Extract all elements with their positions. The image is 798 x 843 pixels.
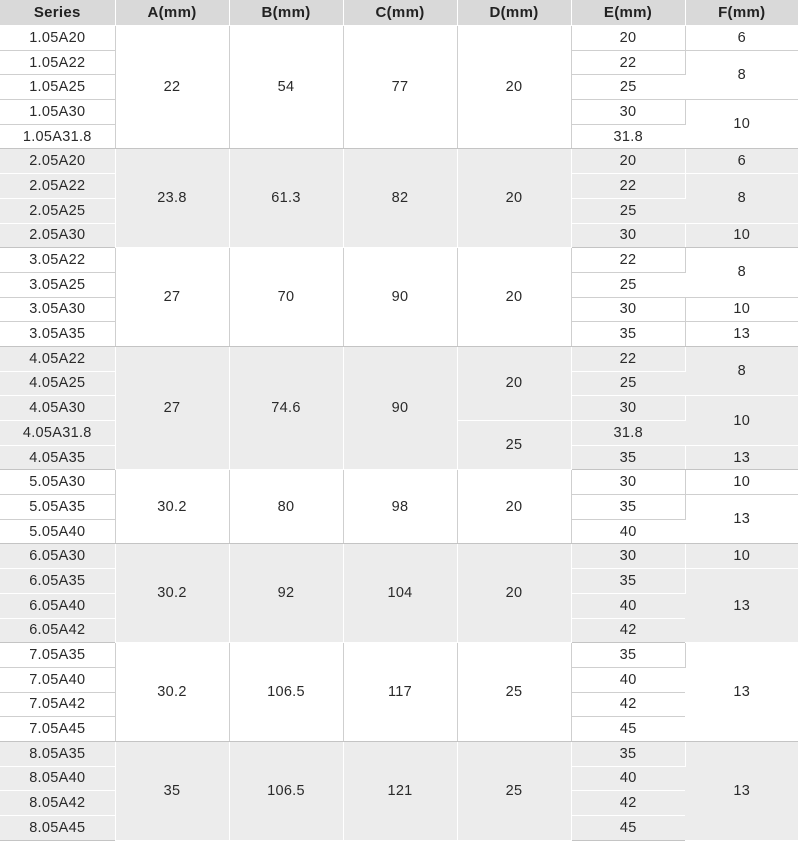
f-cell: 13 [685, 445, 798, 470]
f-cell: 10 [685, 396, 798, 445]
series-cell: 6.05A35 [0, 569, 115, 594]
b-cell: 74.6 [229, 346, 343, 469]
series-cell: 2.05A25 [0, 198, 115, 223]
d-cell: 20 [457, 26, 571, 149]
d-cell: 25 [457, 421, 571, 470]
e-cell: 22 [571, 346, 685, 371]
b-cell: 54 [229, 26, 343, 149]
table-row [0, 544, 798, 569]
d-cell: 20 [457, 248, 571, 347]
table-row [0, 346, 798, 371]
a-cell: 23.8 [115, 149, 229, 248]
f-cell: 6 [685, 149, 798, 174]
c-cell: 121 [343, 741, 457, 840]
series-cell: 6.05A40 [0, 593, 115, 618]
series-cell: 8.05A35 [0, 741, 115, 766]
series-group [0, 544, 798, 643]
e-cell: 20 [571, 149, 685, 174]
e-cell: 35 [571, 569, 685, 594]
b-cell: 70 [229, 248, 343, 347]
series-cell: 1.05A25 [0, 75, 115, 100]
f-cell: 13 [685, 322, 798, 347]
series-cell: 4.05A35 [0, 445, 115, 470]
e-cell: 35 [571, 643, 685, 668]
e-cell: 30 [571, 396, 685, 421]
f-cell: 10 [685, 223, 798, 248]
series-group [0, 248, 798, 347]
series-cell: 2.05A20 [0, 149, 115, 174]
series-cell: 2.05A30 [0, 223, 115, 248]
d-cell: 20 [457, 149, 571, 248]
f-cell: 8 [685, 50, 798, 99]
series-cell: 4.05A30 [0, 396, 115, 421]
e-cell: 25 [571, 272, 685, 297]
series-cell: 4.05A22 [0, 346, 115, 371]
f-cell: 13 [685, 495, 798, 544]
f-cell: 10 [685, 544, 798, 569]
e-cell: 35 [571, 495, 685, 520]
series-group [0, 346, 798, 469]
series-cell: 1.05A20 [0, 26, 115, 51]
series-group [0, 643, 798, 742]
c-cell: 77 [343, 26, 457, 149]
e-cell: 35 [571, 322, 685, 347]
table-row [0, 470, 798, 495]
series-cell: 1.05A30 [0, 100, 115, 125]
a-cell: 30.2 [115, 643, 229, 742]
e-cell: 25 [571, 371, 685, 396]
e-cell: 31.8 [571, 124, 685, 149]
f-cell: 8 [685, 248, 798, 297]
header-b: B(mm) [229, 0, 343, 26]
c-cell: 98 [343, 470, 457, 544]
e-cell: 35 [571, 741, 685, 766]
series-cell: 4.05A31.8 [0, 421, 115, 446]
f-cell: 10 [685, 100, 798, 149]
e-cell: 30 [571, 100, 685, 125]
e-cell: 40 [571, 766, 685, 791]
e-cell: 40 [571, 667, 685, 692]
f-cell: 13 [685, 741, 798, 840]
d-cell: 25 [457, 643, 571, 742]
b-cell: 106.5 [229, 741, 343, 840]
series-cell: 7.05A35 [0, 643, 115, 668]
table-header [0, 0, 798, 26]
e-cell: 40 [571, 519, 685, 544]
c-cell: 90 [343, 248, 457, 347]
series-cell: 3.05A30 [0, 297, 115, 322]
header-series: Series [0, 0, 115, 26]
d-cell: 20 [457, 470, 571, 544]
f-cell: 13 [685, 643, 798, 742]
series-group [0, 470, 798, 544]
c-cell: 117 [343, 643, 457, 742]
c-cell: 82 [343, 149, 457, 248]
a-cell: 22 [115, 26, 229, 149]
a-cell: 30.2 [115, 470, 229, 544]
f-cell: 13 [685, 569, 798, 643]
b-cell: 106.5 [229, 643, 343, 742]
e-cell: 45 [571, 717, 685, 742]
table-row [0, 248, 798, 273]
header-f: F(mm) [685, 0, 798, 26]
table-row [0, 149, 798, 174]
c-cell: 104 [343, 544, 457, 643]
e-cell: 22 [571, 248, 685, 273]
f-cell: 8 [685, 174, 798, 223]
series-cell: 8.05A42 [0, 791, 115, 816]
e-cell: 30 [571, 470, 685, 495]
table-row [0, 26, 798, 51]
e-cell: 22 [571, 50, 685, 75]
e-cell: 22 [571, 174, 685, 199]
b-cell: 80 [229, 470, 343, 544]
table-row [0, 741, 798, 766]
header-c: C(mm) [343, 0, 457, 26]
f-cell: 8 [685, 346, 798, 395]
d-cell: 25 [457, 741, 571, 840]
e-cell: 31.8 [571, 421, 685, 446]
f-cell: 10 [685, 297, 798, 322]
series-cell: 6.05A30 [0, 544, 115, 569]
a-cell: 35 [115, 741, 229, 840]
series-cell: 5.05A40 [0, 519, 115, 544]
series-cell: 2.05A22 [0, 174, 115, 199]
series-cell: 1.05A31.8 [0, 124, 115, 149]
header-a: A(mm) [115, 0, 229, 26]
a-cell: 27 [115, 248, 229, 347]
e-cell: 40 [571, 593, 685, 618]
series-group [0, 26, 798, 149]
series-cell: 5.05A35 [0, 495, 115, 520]
series-cell: 4.05A25 [0, 371, 115, 396]
series-group [0, 149, 798, 248]
e-cell: 35 [571, 445, 685, 470]
e-cell: 42 [571, 692, 685, 717]
header-d: D(mm) [457, 0, 571, 26]
series-cell: 8.05A45 [0, 816, 115, 841]
f-cell: 6 [685, 26, 798, 51]
e-cell: 30 [571, 297, 685, 322]
e-cell: 42 [571, 618, 685, 643]
e-cell: 45 [571, 816, 685, 841]
e-cell: 20 [571, 26, 685, 51]
series-cell: 1.05A22 [0, 50, 115, 75]
series-cell: 7.05A42 [0, 692, 115, 717]
e-cell: 30 [571, 544, 685, 569]
series-cell: 8.05A40 [0, 766, 115, 791]
series-cell: 7.05A45 [0, 717, 115, 742]
e-cell: 25 [571, 75, 685, 100]
d-cell: 20 [457, 346, 571, 420]
b-cell: 61.3 [229, 149, 343, 248]
series-cell: 3.05A22 [0, 248, 115, 273]
e-cell: 30 [571, 223, 685, 248]
a-cell: 30.2 [115, 544, 229, 643]
header-e: E(mm) [571, 0, 685, 26]
e-cell: 25 [571, 198, 685, 223]
a-cell: 27 [115, 346, 229, 469]
series-cell: 7.05A40 [0, 667, 115, 692]
d-cell: 20 [457, 544, 571, 643]
e-cell: 42 [571, 791, 685, 816]
series-group [0, 741, 798, 840]
b-cell: 92 [229, 544, 343, 643]
table-row [0, 643, 798, 668]
series-cell: 6.05A42 [0, 618, 115, 643]
f-cell: 10 [685, 470, 798, 495]
header-row [0, 0, 798, 26]
series-cell: 3.05A35 [0, 322, 115, 347]
c-cell: 90 [343, 346, 457, 469]
series-cell: 5.05A30 [0, 470, 115, 495]
series-cell: 3.05A25 [0, 272, 115, 297]
